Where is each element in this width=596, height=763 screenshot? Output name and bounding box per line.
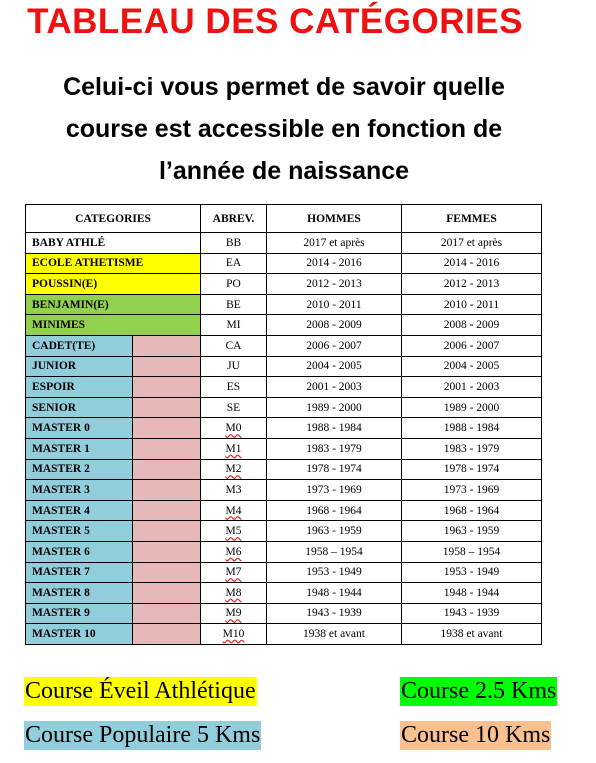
course-10-kms-marker — [133, 562, 201, 583]
hommes-cell: 1953 - 1949 — [267, 562, 402, 583]
course-10-kms-marker — [133, 624, 201, 645]
abbrev-cell — [201, 294, 267, 315]
legend-course-2-5-kms: Course 2.5 Kms — [401, 678, 557, 704]
category-cell: ECOLE ATHETISME — [26, 253, 201, 274]
femmes-cell: 1978 - 1974 — [402, 459, 542, 480]
femmes-cell: 1963 - 1959 — [402, 521, 542, 542]
category-cell: POUSSIN(E) — [26, 274, 201, 295]
category-cell: BABY ATHLÉ — [26, 233, 201, 254]
category-cell: MASTER 8 — [26, 583, 133, 604]
hommes-cell: 1988 - 1984 — [267, 418, 402, 439]
course-10-kms-marker — [133, 377, 201, 398]
femmes-cell: 1983 - 1979 — [402, 438, 542, 459]
hommes-cell: 1968 - 1964 — [267, 500, 402, 521]
femmes-cell: 1953 - 1949 — [402, 562, 542, 583]
legend-course-eveil: Course Éveil Athlétique — [25, 678, 256, 704]
subtitle-line-3: l’année de naissance — [158, 157, 410, 185]
femmes-cell: 1958 – 1954 — [402, 541, 542, 562]
abbrev-text: M3 — [225, 483, 242, 496]
category-cell: MASTER 7 — [26, 562, 133, 583]
hommes-cell: 2008 - 2009 — [267, 315, 402, 336]
table-row — [26, 253, 542, 274]
abbrev-cell — [201, 480, 267, 501]
abbrev-text: M5 — [225, 525, 242, 538]
course-10-kms-marker — [133, 418, 201, 439]
femmes-cell: 2010 - 2011 — [402, 294, 542, 315]
categories-table — [25, 204, 542, 645]
course-10-kms-marker — [133, 480, 201, 501]
category-cell: ESPOIR — [26, 377, 133, 398]
abbrev-text: CA — [225, 339, 242, 352]
abbrev-cell — [201, 397, 267, 418]
category-cell: MASTER 6 — [26, 541, 133, 562]
table-row — [26, 294, 542, 315]
table-row — [26, 377, 542, 398]
table-row — [26, 315, 542, 336]
hommes-cell: 1989 - 2000 — [267, 397, 402, 418]
hommes-cell: 1983 - 1979 — [267, 438, 402, 459]
course-10-kms-marker — [133, 500, 201, 521]
subtitle-line-1: Celui-ci vous permet de savoir quelle — [63, 73, 505, 101]
femmes-cell: 1968 - 1964 — [402, 500, 542, 521]
femmes-cell: 1989 - 2000 — [402, 397, 542, 418]
femmes-cell: 2014 - 2016 — [402, 253, 542, 274]
femmes-cell: 2004 - 2005 — [402, 356, 542, 377]
abbrev-text: JU — [227, 360, 240, 373]
abbrev-cell — [201, 583, 267, 604]
abbrev-cell — [201, 500, 267, 521]
abbrev-cell — [201, 233, 267, 254]
category-cell: MASTER 10 — [26, 624, 133, 645]
abbrev-text: MI — [226, 319, 241, 332]
abbrev-cell — [201, 624, 267, 645]
course-10-kms-marker — [133, 397, 201, 418]
table-row — [26, 500, 542, 521]
abbrev-cell — [201, 541, 267, 562]
course-10-kms-marker — [133, 603, 201, 624]
category-cell: SENIOR — [26, 397, 133, 418]
table-row — [26, 583, 542, 604]
table-row — [26, 397, 542, 418]
table-row — [26, 274, 542, 295]
hommes-cell: 1948 - 1944 — [267, 583, 402, 604]
table-row — [26, 624, 542, 645]
header-femmes: FEMMES — [402, 205, 542, 233]
table-header-row — [26, 205, 542, 233]
hommes-cell: 1963 - 1959 — [267, 521, 402, 542]
category-cell: MASTER 3 — [26, 480, 133, 501]
category-cell: CADET(TE) — [26, 335, 133, 356]
abbrev-text: PO — [226, 277, 241, 290]
femmes-cell: 2001 - 2003 — [402, 377, 542, 398]
abbrev-cell — [201, 377, 267, 398]
femmes-cell: 2012 - 2013 — [402, 274, 542, 295]
hommes-cell: 2014 - 2016 — [267, 253, 402, 274]
course-10-kms-marker — [133, 521, 201, 542]
table-row — [26, 562, 542, 583]
abbrev-text: ES — [226, 380, 241, 393]
femmes-cell: 1973 - 1969 — [402, 480, 542, 501]
category-cell: MINIMES — [26, 315, 201, 336]
category-cell: MASTER 1 — [26, 438, 133, 459]
course-10-kms-marker — [133, 335, 201, 356]
abbrev-cell — [201, 562, 267, 583]
hommes-cell: 2012 - 2013 — [267, 274, 402, 295]
course-10-kms-marker — [133, 541, 201, 562]
course-10-kms-marker — [133, 583, 201, 604]
category-cell: BENJAMIN(E) — [26, 294, 201, 315]
page-title: TABLEAU DES CATÉGORIES — [27, 2, 523, 41]
legend-course-10-kms: Course 10 Kms — [401, 722, 551, 748]
category-cell: MASTER 4 — [26, 500, 133, 521]
table-row — [26, 480, 542, 501]
abbrev-text: M1 — [225, 442, 242, 455]
table-row — [26, 356, 542, 377]
abbrev-cell — [201, 315, 267, 336]
hommes-cell: 2004 - 2005 — [267, 356, 402, 377]
abbrev-text: BE — [226, 298, 241, 311]
abbrev-text: M8 — [225, 586, 242, 599]
abbrev-text: M2 — [225, 463, 242, 476]
hommes-cell: 2006 - 2007 — [267, 335, 402, 356]
abbrev-cell — [201, 603, 267, 624]
femmes-cell: 1943 - 1939 — [402, 603, 542, 624]
table-row — [26, 521, 542, 542]
subtitle-line-2: course est accessible en fonction de — [65, 115, 503, 143]
table-row — [26, 418, 542, 439]
abbrev-cell — [201, 253, 267, 274]
abbrev-cell — [201, 438, 267, 459]
table-row — [26, 459, 542, 480]
abbrev-cell — [201, 418, 267, 439]
category-cell: MASTER 0 — [26, 418, 133, 439]
abbrev-text: M7 — [225, 566, 242, 579]
abbrev-text: SE — [226, 401, 241, 414]
table-row — [26, 335, 542, 356]
hommes-cell: 1938 et avant — [267, 624, 402, 645]
hommes-cell: 2010 - 2011 — [267, 294, 402, 315]
category-cell: MASTER 9 — [26, 603, 133, 624]
femmes-cell: 1938 et avant — [402, 624, 542, 645]
header-categories: CATEGORIES — [26, 205, 201, 233]
category-cell: MASTER 5 — [26, 521, 133, 542]
table-row — [26, 438, 542, 459]
abbrev-text: M10 — [222, 628, 245, 641]
femmes-cell: 2017 et après — [402, 233, 542, 254]
hommes-cell: 1943 - 1939 — [267, 603, 402, 624]
hommes-cell: 1973 - 1969 — [267, 480, 402, 501]
hommes-cell: 2001 - 2003 — [267, 377, 402, 398]
table-row — [26, 233, 542, 254]
abbrev-cell — [201, 356, 267, 377]
course-10-kms-marker — [133, 438, 201, 459]
header-abrev: ABREV. — [201, 205, 267, 233]
abbrev-cell — [201, 521, 267, 542]
abbrev-text: BB — [225, 236, 242, 249]
abbrev-cell — [201, 274, 267, 295]
category-cell: MASTER 2 — [26, 459, 133, 480]
abbrev-text: M4 — [225, 504, 242, 517]
abbrev-text: M0 — [225, 422, 242, 435]
course-10-kms-marker — [133, 459, 201, 480]
abbrev-text: M6 — [225, 545, 242, 558]
table-row — [26, 603, 542, 624]
abbrev-cell — [201, 459, 267, 480]
course-10-kms-marker — [133, 356, 201, 377]
hommes-cell: 1978 - 1974 — [267, 459, 402, 480]
legend-course-5-kms: Course Populaire 5 Kms — [25, 722, 261, 748]
page-subtitle — [0, 66, 568, 192]
femmes-cell: 1948 - 1944 — [402, 583, 542, 604]
femmes-cell: 1988 - 1984 — [402, 418, 542, 439]
hommes-cell: 1958 – 1954 — [267, 541, 402, 562]
category-cell: JUNIOR — [26, 356, 133, 377]
femmes-cell: 2006 - 2007 — [402, 335, 542, 356]
femmes-cell: 2008 - 2009 — [402, 315, 542, 336]
abbrev-text: EA — [225, 257, 242, 270]
header-hommes: HOMMES — [267, 205, 402, 233]
table-body — [26, 233, 542, 645]
table-row — [26, 541, 542, 562]
hommes-cell: 2017 et après — [267, 233, 402, 254]
abbrev-text: M9 — [225, 607, 242, 620]
abbrev-cell — [201, 335, 267, 356]
